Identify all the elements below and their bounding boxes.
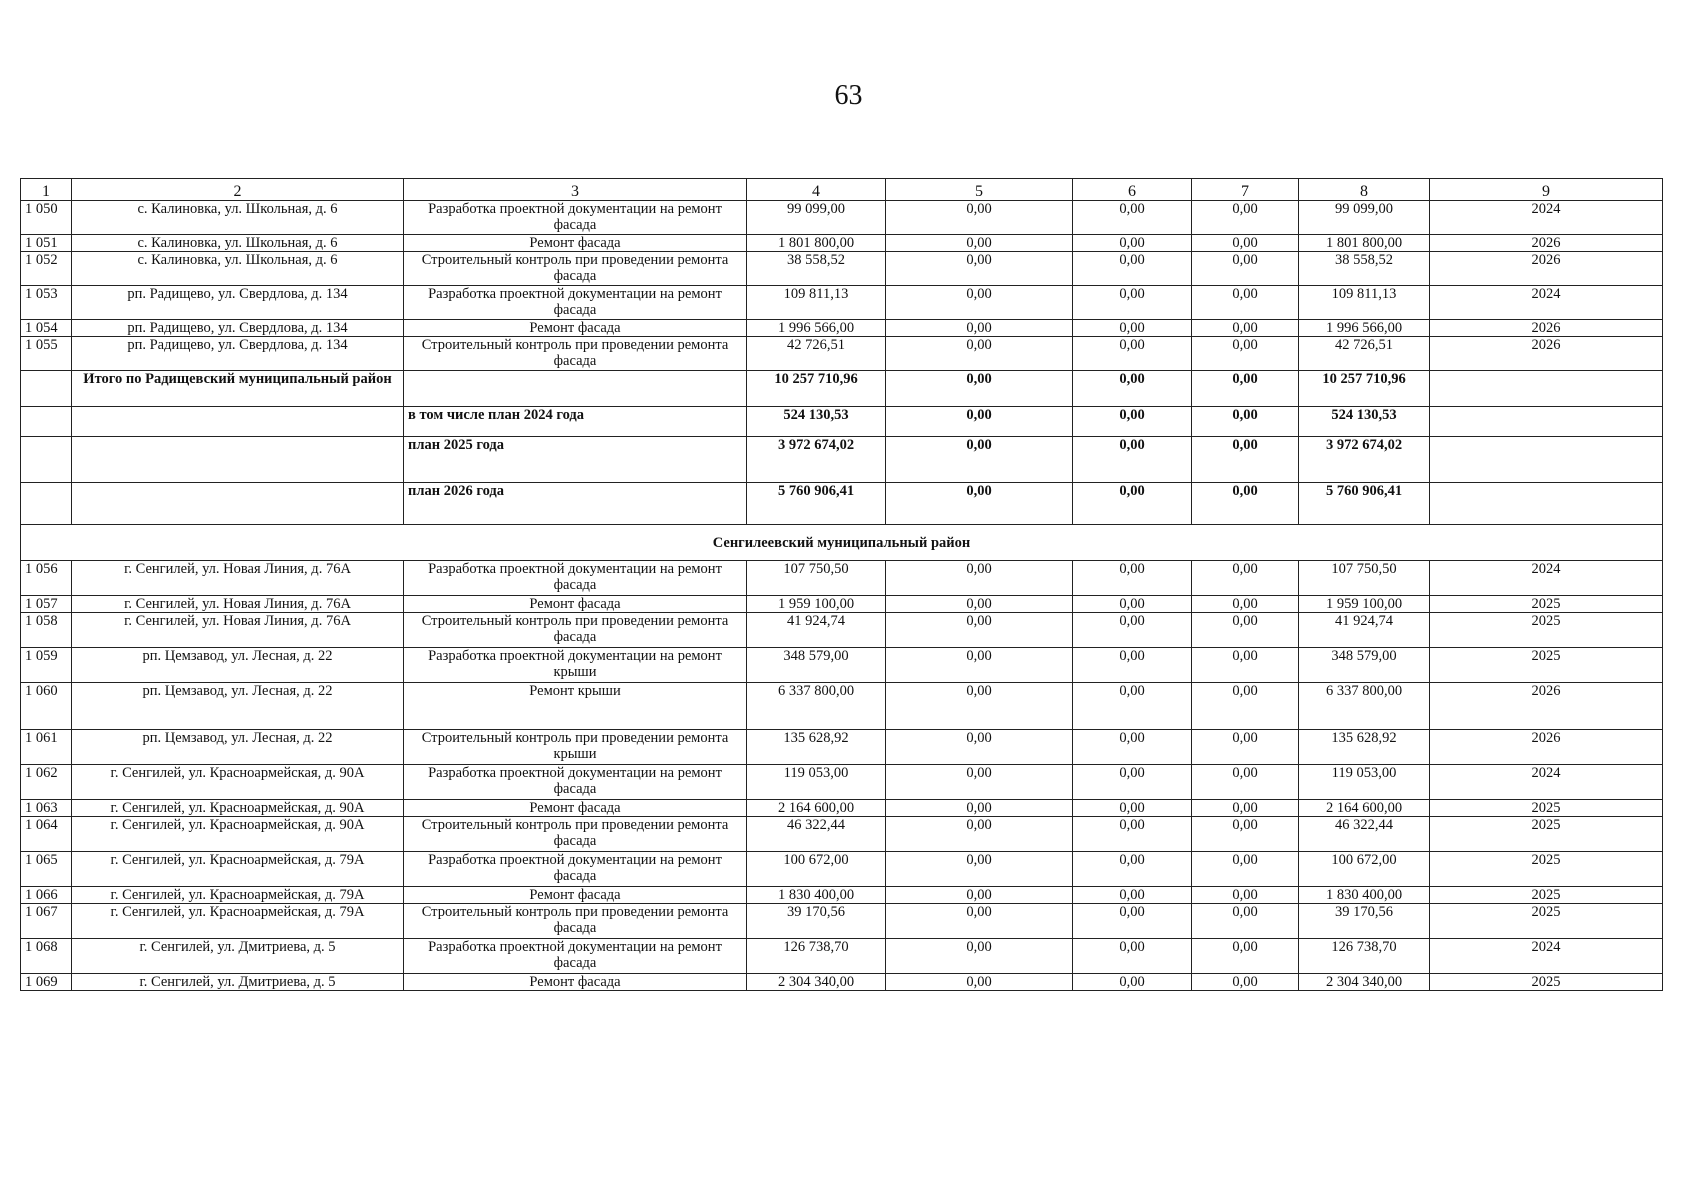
owners-funds-cell: 42 726,51 xyxy=(1299,337,1430,371)
year-cell: 2025 xyxy=(1430,613,1663,648)
table-row xyxy=(21,939,1663,974)
local-budget-cell: 0,00 xyxy=(1192,939,1299,974)
budget-cell: 0,00 xyxy=(1073,561,1192,596)
local-budget-cell: 0,00 xyxy=(1192,817,1299,852)
table-row xyxy=(21,974,1663,991)
budget-cell: 0,00 xyxy=(1073,765,1192,800)
local-budget-cell: 0,00 xyxy=(1192,974,1299,991)
year-cell: 2026 xyxy=(1430,252,1663,286)
work-type-cell: Разработка проектной документации на ремонт фасада xyxy=(404,286,747,320)
row-number: 1 066 xyxy=(21,887,72,904)
year-cell: 2025 xyxy=(1430,974,1663,991)
budget-cell: 0,00 xyxy=(1073,613,1192,648)
address-cell: г. Сенгилей, ул. Красноармейская, д. 90А xyxy=(72,765,404,800)
table-row xyxy=(21,904,1663,939)
local-budget-cell: 0,00 xyxy=(1192,852,1299,887)
total-cost-cell: 46 322,44 xyxy=(747,817,886,852)
owners-funds-cell: 1 996 566,00 xyxy=(1299,320,1430,337)
table-row xyxy=(21,286,1663,320)
budget-cell: 0,00 xyxy=(1073,596,1192,613)
work-type-cell: Строительный контроль при проведении ремонта фасада xyxy=(404,252,747,286)
work-type-cell: Строительный контроль при проведении ремонта фасада xyxy=(404,337,747,371)
local-budget-cell: 0,00 xyxy=(1192,887,1299,904)
row-number: 1 064 xyxy=(21,817,72,852)
table-row xyxy=(21,800,1663,817)
owners-funds-cell: 107 750,50 xyxy=(1299,561,1430,596)
address-cell: г. Сенгилей, ул. Красноармейская, д. 79А xyxy=(72,852,404,887)
fund-cell: 0,00 xyxy=(886,730,1073,765)
fund-cell: 0,00 xyxy=(886,561,1073,596)
row-number: 1 060 xyxy=(21,683,72,730)
fund-cell: 0,00 xyxy=(886,800,1073,817)
plan-row xyxy=(21,483,1663,525)
total-c4: 10 257 710,96 xyxy=(747,371,886,407)
fund-cell: 0,00 xyxy=(886,320,1073,337)
total-cost-cell: 39 170,56 xyxy=(747,904,886,939)
local-budget-cell: 0,00 xyxy=(1192,286,1299,320)
column-header: 3 xyxy=(404,179,747,201)
local-budget-cell: 0,00 xyxy=(1192,235,1299,252)
total-cost-cell: 42 726,51 xyxy=(747,337,886,371)
work-type-cell: Строительный контроль при проведении ремонта крыши xyxy=(404,730,747,765)
budget-cell: 0,00 xyxy=(1073,648,1192,683)
owners-funds-cell: 6 337 800,00 xyxy=(1299,683,1430,730)
fund-cell: 0,00 xyxy=(886,939,1073,974)
address-cell: рп. Цемзавод, ул. Лесная, д. 22 xyxy=(72,730,404,765)
total-c8: 10 257 710,96 xyxy=(1299,371,1430,407)
year-cell: 2025 xyxy=(1430,648,1663,683)
fund-cell: 0,00 xyxy=(886,852,1073,887)
year-cell: 2025 xyxy=(1430,800,1663,817)
address-cell: г. Сенгилей, ул. Дмитриева, д. 5 xyxy=(72,939,404,974)
local-budget-cell: 0,00 xyxy=(1192,765,1299,800)
total-c7: 0,00 xyxy=(1192,371,1299,407)
plan-c6: 0,00 xyxy=(1073,483,1192,525)
row-number: 1 050 xyxy=(21,201,72,235)
local-budget-cell: 0,00 xyxy=(1192,320,1299,337)
capital-repair-table xyxy=(20,178,1663,991)
total-cost-cell: 2 304 340,00 xyxy=(747,974,886,991)
column-header: 2 xyxy=(72,179,404,201)
table-row xyxy=(21,887,1663,904)
table-row xyxy=(21,337,1663,371)
table-row xyxy=(21,730,1663,765)
address-cell: рп. Радищево, ул. Свердлова, д. 134 xyxy=(72,320,404,337)
total-cost-cell: 135 628,92 xyxy=(747,730,886,765)
page-number: 63 xyxy=(834,80,863,111)
plan-c4: 5 760 906,41 xyxy=(747,483,886,525)
total-c5: 0,00 xyxy=(886,371,1073,407)
owners-funds-cell: 2 164 600,00 xyxy=(1299,800,1430,817)
owners-funds-cell: 99 099,00 xyxy=(1299,201,1430,235)
row-number: 1 062 xyxy=(21,765,72,800)
total-cost-cell: 100 672,00 xyxy=(747,852,886,887)
column-header: 6 xyxy=(1073,179,1192,201)
local-budget-cell: 0,00 xyxy=(1192,201,1299,235)
address-cell: с. Калиновка, ул. Школьная, д. 6 xyxy=(72,201,404,235)
table-row xyxy=(21,683,1663,730)
work-type-cell: Ремонт фасада xyxy=(404,887,747,904)
local-budget-cell: 0,00 xyxy=(1192,596,1299,613)
total-cost-cell: 348 579,00 xyxy=(747,648,886,683)
owners-funds-cell: 38 558,52 xyxy=(1299,252,1430,286)
column-header: 8 xyxy=(1299,179,1430,201)
budget-cell: 0,00 xyxy=(1073,974,1192,991)
address-cell: рп. Радищево, ул. Свердлова, д. 134 xyxy=(72,337,404,371)
plan-c5: 0,00 xyxy=(886,407,1073,437)
column-number-row xyxy=(21,179,1663,201)
plan-c5: 0,00 xyxy=(886,483,1073,525)
work-type-cell: Разработка проектной документации на ремонт фасада xyxy=(404,939,747,974)
owners-funds-cell: 119 053,00 xyxy=(1299,765,1430,800)
owners-funds-cell: 1 801 800,00 xyxy=(1299,235,1430,252)
plan-c8: 3 972 674,02 xyxy=(1299,437,1430,483)
table-row xyxy=(21,235,1663,252)
fund-cell: 0,00 xyxy=(886,613,1073,648)
plan-c7: 0,00 xyxy=(1192,437,1299,483)
fund-cell: 0,00 xyxy=(886,596,1073,613)
plan-c8: 5 760 906,41 xyxy=(1299,483,1430,525)
address-cell: с. Калиновка, ул. Школьная, д. 6 xyxy=(72,235,404,252)
budget-cell: 0,00 xyxy=(1073,320,1192,337)
budget-cell: 0,00 xyxy=(1073,683,1192,730)
row-number: 1 058 xyxy=(21,613,72,648)
plan-c6: 0,00 xyxy=(1073,407,1192,437)
year-cell: 2024 xyxy=(1430,286,1663,320)
work-type-cell: Ремонт фасада xyxy=(404,596,747,613)
year-cell: 2025 xyxy=(1430,852,1663,887)
total-cost-cell: 6 337 800,00 xyxy=(747,683,886,730)
work-type-cell: Разработка проектной документации на ремонт крыши xyxy=(404,648,747,683)
local-budget-cell: 0,00 xyxy=(1192,683,1299,730)
total-cost-cell: 1 830 400,00 xyxy=(747,887,886,904)
plan-c5: 0,00 xyxy=(886,437,1073,483)
total-cost-cell: 107 750,50 xyxy=(747,561,886,596)
year-cell: 2025 xyxy=(1430,904,1663,939)
plan-c4: 3 972 674,02 xyxy=(747,437,886,483)
section-header-row xyxy=(21,525,1663,561)
total-cost-cell: 1 996 566,00 xyxy=(747,320,886,337)
address-cell: г. Сенгилей, ул. Красноармейская, д. 79А xyxy=(72,904,404,939)
year-cell: 2025 xyxy=(1430,887,1663,904)
table-row xyxy=(21,561,1663,596)
local-budget-cell: 0,00 xyxy=(1192,252,1299,286)
owners-funds-cell: 109 811,13 xyxy=(1299,286,1430,320)
column-header: 5 xyxy=(886,179,1073,201)
plan-c6: 0,00 xyxy=(1073,437,1192,483)
plan-c4: 524 130,53 xyxy=(747,407,886,437)
address-cell: рп. Цемзавод, ул. Лесная, д. 22 xyxy=(72,648,404,683)
fund-cell: 0,00 xyxy=(886,252,1073,286)
fund-cell: 0,00 xyxy=(886,817,1073,852)
total-cost-cell: 126 738,70 xyxy=(747,939,886,974)
section-title: Сенгилеевский муниципальный район xyxy=(21,525,1663,561)
plan-c7: 0,00 xyxy=(1192,407,1299,437)
table-row xyxy=(21,817,1663,852)
local-budget-cell: 0,00 xyxy=(1192,904,1299,939)
address-cell: г. Сенгилей, ул. Красноармейская, д. 79А xyxy=(72,887,404,904)
work-type-cell: Ремонт фасада xyxy=(404,974,747,991)
address-cell: рп. Цемзавод, ул. Лесная, д. 22 xyxy=(72,683,404,730)
address-cell: г. Сенгилей, ул. Дмитриева, д. 5 xyxy=(72,974,404,991)
table-row xyxy=(21,252,1663,286)
budget-cell: 0,00 xyxy=(1073,337,1192,371)
fund-cell: 0,00 xyxy=(886,337,1073,371)
row-number: 1 057 xyxy=(21,596,72,613)
budget-cell: 0,00 xyxy=(1073,939,1192,974)
budget-cell: 0,00 xyxy=(1073,201,1192,235)
row-number: 1 063 xyxy=(21,800,72,817)
owners-funds-cell: 41 924,74 xyxy=(1299,613,1430,648)
work-type-cell: Разработка проектной документации на ремонт фасада xyxy=(404,852,747,887)
row-number: 1 068 xyxy=(21,939,72,974)
work-type-cell: Строительный контроль при проведении ремонта фасада xyxy=(404,613,747,648)
table-row xyxy=(21,201,1663,235)
total-cost-cell: 119 053,00 xyxy=(747,765,886,800)
budget-cell: 0,00 xyxy=(1073,730,1192,765)
table-row xyxy=(21,320,1663,337)
table-row xyxy=(21,596,1663,613)
row-number: 1 051 xyxy=(21,235,72,252)
owners-funds-cell: 126 738,70 xyxy=(1299,939,1430,974)
year-cell: 2026 xyxy=(1430,320,1663,337)
fund-cell: 0,00 xyxy=(886,201,1073,235)
year-cell: 2024 xyxy=(1430,561,1663,596)
address-cell: с. Калиновка, ул. Школьная, д. 6 xyxy=(72,252,404,286)
budget-cell: 0,00 xyxy=(1073,904,1192,939)
owners-funds-cell: 1 959 100,00 xyxy=(1299,596,1430,613)
work-type-cell: Ремонт фасада xyxy=(404,800,747,817)
budget-cell: 0,00 xyxy=(1073,800,1192,817)
year-cell: 2026 xyxy=(1430,683,1663,730)
budget-cell: 0,00 xyxy=(1073,887,1192,904)
budget-cell: 0,00 xyxy=(1073,852,1192,887)
row-number: 1 055 xyxy=(21,337,72,371)
row-number: 1 052 xyxy=(21,252,72,286)
plan-row xyxy=(21,437,1663,483)
work-type-cell: Строительный контроль при проведении ремонта фасада xyxy=(404,904,747,939)
work-type-cell: Разработка проектной документации на ремонт фасада xyxy=(404,201,747,235)
year-cell: 2024 xyxy=(1430,765,1663,800)
total-cost-cell: 1 801 800,00 xyxy=(747,235,886,252)
column-header: 9 xyxy=(1430,179,1663,201)
fund-cell: 0,00 xyxy=(886,235,1073,252)
table-row xyxy=(21,765,1663,800)
total-row xyxy=(21,371,1663,407)
row-number: 1 061 xyxy=(21,730,72,765)
fund-cell: 0,00 xyxy=(886,765,1073,800)
owners-funds-cell: 1 830 400,00 xyxy=(1299,887,1430,904)
owners-funds-cell: 39 170,56 xyxy=(1299,904,1430,939)
plan-c8: 524 130,53 xyxy=(1299,407,1430,437)
year-cell: 2024 xyxy=(1430,939,1663,974)
owners-funds-cell: 348 579,00 xyxy=(1299,648,1430,683)
total-cost-cell: 38 558,52 xyxy=(747,252,886,286)
owners-funds-cell: 46 322,44 xyxy=(1299,817,1430,852)
address-cell: г. Сенгилей, ул. Новая Линия, д. 76А xyxy=(72,561,404,596)
row-number: 1 069 xyxy=(21,974,72,991)
work-type-cell: Строительный контроль при проведении ремонта фасада xyxy=(404,817,747,852)
fund-cell: 0,00 xyxy=(886,683,1073,730)
table-row xyxy=(21,852,1663,887)
plan-label: план 2025 года xyxy=(404,437,747,483)
year-cell: 2024 xyxy=(1430,201,1663,235)
address-cell: г. Сенгилей, ул. Новая Линия, д. 76А xyxy=(72,596,404,613)
local-budget-cell: 0,00 xyxy=(1192,613,1299,648)
table-row xyxy=(21,648,1663,683)
budget-cell: 0,00 xyxy=(1073,235,1192,252)
local-budget-cell: 0,00 xyxy=(1192,800,1299,817)
budget-cell: 0,00 xyxy=(1073,286,1192,320)
column-header: 1 xyxy=(21,179,72,201)
work-type-cell: Разработка проектной документации на ремонт фасада xyxy=(404,765,747,800)
address-cell: рп. Радищево, ул. Свердлова, д. 134 xyxy=(72,286,404,320)
year-cell: 2025 xyxy=(1430,817,1663,852)
total-label: Итого по Радищевский муниципальный район xyxy=(72,371,404,407)
budget-cell: 0,00 xyxy=(1073,252,1192,286)
row-number: 1 054 xyxy=(21,320,72,337)
total-cost-cell: 1 959 100,00 xyxy=(747,596,886,613)
owners-funds-cell: 2 304 340,00 xyxy=(1299,974,1430,991)
year-cell: 2026 xyxy=(1430,235,1663,252)
local-budget-cell: 0,00 xyxy=(1192,337,1299,371)
plan-row xyxy=(21,407,1663,437)
fund-cell: 0,00 xyxy=(886,887,1073,904)
column-header: 7 xyxy=(1192,179,1299,201)
owners-funds-cell: 100 672,00 xyxy=(1299,852,1430,887)
work-type-cell: Ремонт крыши xyxy=(404,683,747,730)
fund-cell: 0,00 xyxy=(886,904,1073,939)
work-type-cell: Ремонт фасада xyxy=(404,235,747,252)
local-budget-cell: 0,00 xyxy=(1192,561,1299,596)
plan-label: план 2026 года xyxy=(404,483,747,525)
total-cost-cell: 41 924,74 xyxy=(747,613,886,648)
row-number: 1 053 xyxy=(21,286,72,320)
total-cost-cell: 2 164 600,00 xyxy=(747,800,886,817)
address-cell: г. Сенгилей, ул. Красноармейская, д. 90А xyxy=(72,817,404,852)
work-type-cell: Ремонт фасада xyxy=(404,320,747,337)
year-cell: 2026 xyxy=(1430,730,1663,765)
fund-cell: 0,00 xyxy=(886,648,1073,683)
table-row xyxy=(21,613,1663,648)
local-budget-cell: 0,00 xyxy=(1192,730,1299,765)
row-number: 1 056 xyxy=(21,561,72,596)
work-type-cell: Разработка проектной документации на ремонт фасада xyxy=(404,561,747,596)
owners-funds-cell: 135 628,92 xyxy=(1299,730,1430,765)
address-cell: г. Сенгилей, ул. Красноармейская, д. 90А xyxy=(72,800,404,817)
row-number: 1 067 xyxy=(21,904,72,939)
year-cell: 2025 xyxy=(1430,596,1663,613)
plan-label: в том числе план 2024 года xyxy=(404,407,747,437)
row-number: 1 065 xyxy=(21,852,72,887)
budget-cell: 0,00 xyxy=(1073,817,1192,852)
local-budget-cell: 0,00 xyxy=(1192,648,1299,683)
total-cost-cell: 109 811,13 xyxy=(747,286,886,320)
year-cell: 2026 xyxy=(1430,337,1663,371)
fund-cell: 0,00 xyxy=(886,974,1073,991)
row-number: 1 059 xyxy=(21,648,72,683)
total-cost-cell: 99 099,00 xyxy=(747,201,886,235)
plan-c7: 0,00 xyxy=(1192,483,1299,525)
column-header: 4 xyxy=(747,179,886,201)
total-c6: 0,00 xyxy=(1073,371,1192,407)
address-cell: г. Сенгилей, ул. Новая Линия, д. 76А xyxy=(72,613,404,648)
fund-cell: 0,00 xyxy=(886,286,1073,320)
